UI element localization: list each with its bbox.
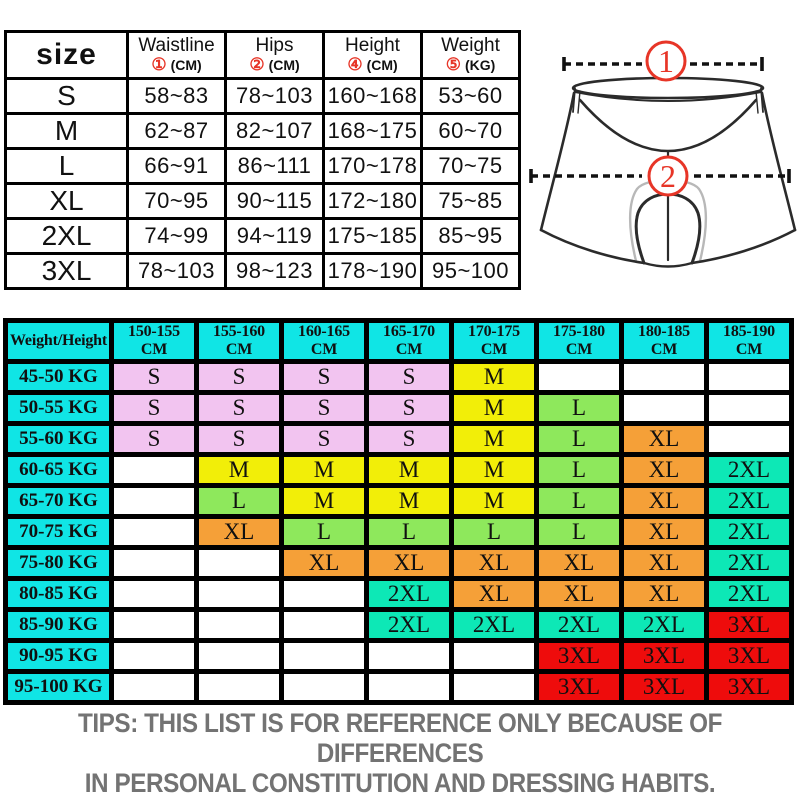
size-cell: 3XL	[622, 672, 707, 703]
col-header-unit: (CM)	[268, 56, 300, 73]
measurement-row	[6, 114, 520, 149]
measurement-cell: 74~99	[128, 219, 226, 254]
size-cell: L	[537, 424, 622, 455]
size-cell	[367, 672, 452, 703]
size-name-cell: 2XL	[6, 219, 128, 254]
size-cell	[197, 672, 282, 703]
size-cell: 3XL	[707, 672, 792, 703]
size-cell	[112, 517, 197, 548]
measurement-cell: 86~111	[226, 149, 324, 184]
weight-row-label: 90-95 KG	[6, 641, 112, 672]
size-cell: M	[452, 455, 537, 486]
measurement-row	[6, 149, 520, 184]
measurement-cell: 172~180	[324, 184, 422, 219]
top-table-col-header	[226, 32, 324, 79]
measurement-cell: 70~95	[128, 184, 226, 219]
measurement-row	[6, 184, 520, 219]
matrix-corner-label: Weight/Height	[6, 321, 112, 362]
size-cell: L	[537, 486, 622, 517]
matrix-row	[6, 424, 792, 455]
measurement-cell: 62~87	[128, 114, 226, 149]
col-header-label: Weight	[441, 34, 500, 56]
weight-row-label: 55-60 KG	[6, 424, 112, 455]
weight-row-label: 50-55 KG	[6, 393, 112, 424]
height-col-header: 165-170 CM	[367, 321, 452, 362]
size-name-cell: XL	[6, 184, 128, 219]
size-cell: M	[452, 362, 537, 393]
size-name-cell: M	[6, 114, 128, 149]
weight-row-label: 60-65 KG	[6, 455, 112, 486]
size-cell: XL	[197, 517, 282, 548]
size-cell: 2XL	[707, 579, 792, 610]
size-cell	[197, 548, 282, 579]
size-cell	[112, 641, 197, 672]
size-cell: L	[537, 517, 622, 548]
height-col-header: 160-165 CM	[282, 321, 367, 362]
size-cell: 2XL	[622, 610, 707, 641]
size-cell: 3XL	[537, 641, 622, 672]
measurement-cell: 82~107	[226, 114, 324, 149]
top-table-corner-label: size	[6, 32, 128, 79]
measurement-cell: 60~70	[422, 114, 520, 149]
size-cell: M	[282, 455, 367, 486]
circled-number-icon: ①	[151, 54, 167, 74]
size-cell: L	[537, 455, 622, 486]
matrix-row	[6, 548, 792, 579]
height-col-header: 175-180 CM	[537, 321, 622, 362]
measurement-cell: 53~60	[422, 79, 520, 114]
size-cell: 2XL	[707, 517, 792, 548]
size-cell: XL	[452, 579, 537, 610]
size-cell: XL	[452, 548, 537, 579]
circled-number-icon: ④	[347, 54, 363, 74]
matrix-row	[6, 362, 792, 393]
measurement-cell: 66~91	[128, 149, 226, 184]
measurement-row	[6, 79, 520, 114]
size-cell: 2XL	[452, 610, 537, 641]
col-header-sub	[129, 56, 224, 75]
size-cell: M	[367, 455, 452, 486]
size-cell	[282, 672, 367, 703]
size-cell	[537, 362, 622, 393]
weight-row-label: 65-70 KG	[6, 486, 112, 517]
tips-note	[40, 708, 760, 799]
col-header-label: Hips	[255, 34, 294, 56]
height-col-header: 170-175 CM	[452, 321, 537, 362]
col-header-label: Height	[345, 34, 400, 56]
matrix-row	[6, 486, 792, 517]
measurement-table	[4, 30, 521, 290]
col-header-label: Waistline	[138, 34, 215, 56]
col-header-sub	[423, 56, 518, 75]
size-cell: S	[197, 424, 282, 455]
tips-line-2: IN PERSONAL CONSTITUTION AND DRESSING HABITS.	[84, 768, 716, 799]
measurement-cell: 75~85	[422, 184, 520, 219]
size-cell: 2XL	[367, 579, 452, 610]
size-cell: L	[197, 486, 282, 517]
size-cell: M	[452, 486, 537, 517]
size-cell: S	[282, 362, 367, 393]
size-cell: XL	[622, 455, 707, 486]
col-header-unit: (KG)	[464, 56, 496, 73]
size-cell: L	[452, 517, 537, 548]
weight-row-label: 45-50 KG	[6, 362, 112, 393]
weight-row-label: 85-90 KG	[6, 610, 112, 641]
size-cell	[622, 362, 707, 393]
col-header-unit: (CM)	[170, 56, 202, 73]
size-cell: M	[197, 455, 282, 486]
col-header-sub	[227, 56, 322, 75]
circled-number-icon: ⑤	[445, 54, 461, 74]
matrix-header-row	[6, 321, 792, 362]
size-cell: XL	[622, 486, 707, 517]
size-cell	[112, 610, 197, 641]
size-cell: XL	[622, 517, 707, 548]
size-cell	[452, 672, 537, 703]
matrix-row	[6, 517, 792, 548]
size-cell: XL	[282, 548, 367, 579]
measurement-cell: 94~119	[226, 219, 324, 254]
shorts-illustration	[518, 0, 800, 312]
measurement-cell: 175~185	[324, 219, 422, 254]
size-cell: S	[112, 362, 197, 393]
height-col-header: 155-160 CM	[197, 321, 282, 362]
size-cell: 2XL	[707, 455, 792, 486]
size-cell: XL	[622, 579, 707, 610]
size-cell: S	[197, 393, 282, 424]
size-cell	[622, 393, 707, 424]
size-cell	[707, 393, 792, 424]
measurement-cell: 78~103	[226, 79, 324, 114]
size-cell	[282, 579, 367, 610]
size-cell: XL	[622, 424, 707, 455]
matrix-row	[6, 672, 792, 703]
height-col-header: 185-190 CM	[707, 321, 792, 362]
measurement-row	[6, 254, 520, 289]
weight-row-label: 80-85 KG	[6, 579, 112, 610]
weight-row-label: 70-75 KG	[6, 517, 112, 548]
top-table-col-header	[128, 32, 226, 79]
height-col-header: 180-185 CM	[622, 321, 707, 362]
col-header-unit: (CM)	[366, 56, 398, 73]
size-cell	[197, 641, 282, 672]
size-cell: L	[282, 517, 367, 548]
matrix-row	[6, 610, 792, 641]
size-cell	[112, 672, 197, 703]
measurement-cell: 170~178	[324, 149, 422, 184]
circled-number-icon: ②	[249, 54, 265, 74]
size-cell	[197, 579, 282, 610]
size-cell: 3XL	[622, 641, 707, 672]
size-matrix-table	[3, 318, 794, 705]
size-name-cell: S	[6, 79, 128, 114]
size-cell: 3XL	[707, 641, 792, 672]
size-name-cell: L	[6, 149, 128, 184]
size-cell: 2XL	[707, 548, 792, 579]
measurement-cell: 98~123	[226, 254, 324, 289]
size-cell	[112, 455, 197, 486]
size-cell: S	[367, 362, 452, 393]
measurement-cell: 85~95	[422, 219, 520, 254]
hip-marker-number: 2	[660, 158, 676, 194]
top-table-col-header	[324, 32, 422, 79]
matrix-row	[6, 393, 792, 424]
measurement-row	[6, 219, 520, 254]
size-cell: M	[367, 486, 452, 517]
waist-marker-number: 1	[658, 43, 674, 79]
measurement-cell: 90~115	[226, 184, 324, 219]
right-seam	[762, 93, 795, 230]
weight-row-label: 95-100 KG	[6, 672, 112, 703]
size-cell: M	[282, 486, 367, 517]
measurement-cell: 168~175	[324, 114, 422, 149]
measurement-cell: 178~190	[324, 254, 422, 289]
size-cell: L	[367, 517, 452, 548]
matrix-row	[6, 455, 792, 486]
matrix-row	[6, 641, 792, 672]
size-cell: 2XL	[537, 610, 622, 641]
size-cell	[197, 610, 282, 641]
tips-line-1: TIPS: THIS LIST IS FOR REFERENCE ONLY BECAUSE OF DIFFERENCES	[77, 708, 723, 769]
size-cell: XL	[537, 548, 622, 579]
size-cell: 2XL	[707, 486, 792, 517]
size-cell: M	[452, 393, 537, 424]
size-cell: 3XL	[707, 610, 792, 641]
size-cell: L	[537, 393, 622, 424]
size-cell	[112, 486, 197, 517]
size-cell	[112, 548, 197, 579]
size-cell: XL	[367, 548, 452, 579]
size-cell	[112, 579, 197, 610]
size-cell: S	[112, 393, 197, 424]
measurement-cell: 70~75	[422, 149, 520, 184]
size-cell: 2XL	[367, 610, 452, 641]
col-header-sub	[325, 56, 420, 75]
size-cell: XL	[622, 548, 707, 579]
size-cell: S	[197, 362, 282, 393]
size-cell	[707, 424, 792, 455]
size-cell	[367, 641, 452, 672]
top-table-col-header	[422, 32, 520, 79]
size-cell: 3XL	[537, 672, 622, 703]
measurement-header-row	[6, 32, 520, 79]
size-cell	[707, 362, 792, 393]
size-cell	[452, 641, 537, 672]
size-cell	[282, 641, 367, 672]
measurement-cell: 78~103	[128, 254, 226, 289]
matrix-row	[6, 579, 792, 610]
left-seam	[541, 93, 574, 230]
size-cell: S	[367, 424, 452, 455]
size-name-cell: 3XL	[6, 254, 128, 289]
measurement-cell: 160~168	[324, 79, 422, 114]
size-cell	[282, 610, 367, 641]
size-cell: S	[367, 393, 452, 424]
size-cell: M	[452, 424, 537, 455]
height-col-header: 150-155 CM	[112, 321, 197, 362]
weight-row-label: 75-80 KG	[6, 548, 112, 579]
measurement-cell: 58~83	[128, 79, 226, 114]
front-seam	[580, 100, 756, 151]
size-cell: S	[282, 424, 367, 455]
size-cell: XL	[537, 579, 622, 610]
measurement-cell: 95~100	[422, 254, 520, 289]
size-cell: S	[112, 424, 197, 455]
size-cell: S	[282, 393, 367, 424]
